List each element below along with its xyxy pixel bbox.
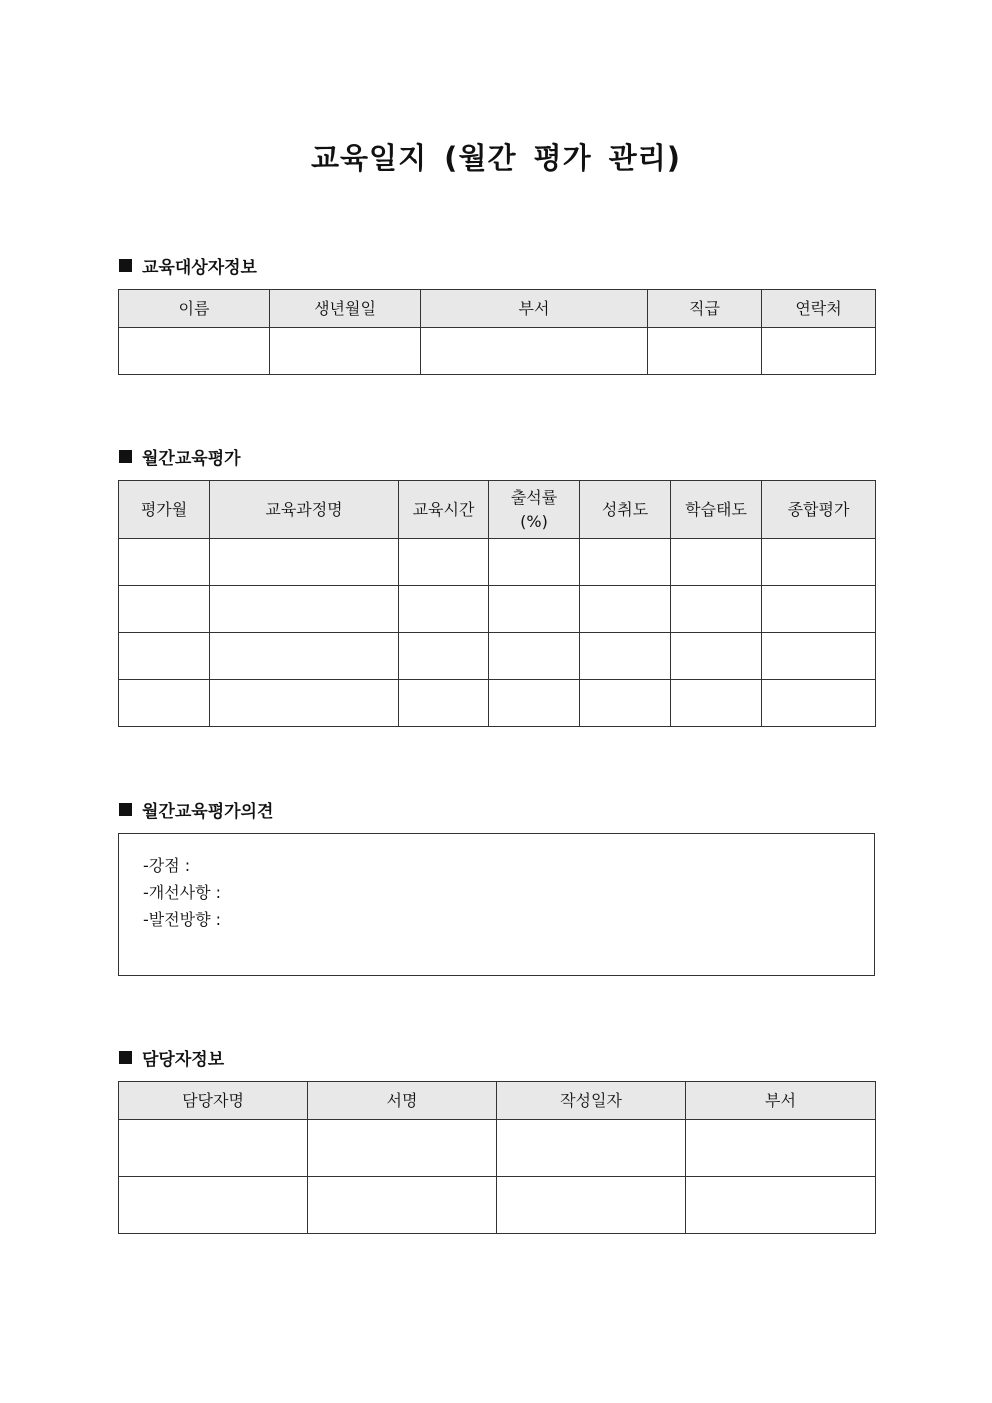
date-cell[interactable] [497,1120,686,1177]
table-cell[interactable] [210,680,399,727]
column-header: 부서 [686,1082,876,1120]
monthly-evaluation-table [118,480,876,727]
manager-name-cell[interactable] [119,1120,308,1177]
table-row [119,586,876,633]
square-bullet-icon [119,259,132,272]
signature-cell[interactable] [308,1177,497,1234]
table-cell[interactable] [119,539,210,586]
column-header: 생년월일 [270,290,421,328]
column-header: 서명 [308,1082,497,1120]
section-title: 담당자정보 [142,1049,225,1070]
column-header: 부서 [421,290,648,328]
table-header-row [119,1082,876,1120]
table-cell[interactable] [762,539,876,586]
table-cell[interactable] [762,680,876,727]
department-cell[interactable] [686,1177,876,1234]
column-header: 담당자명 [119,1082,308,1120]
table-cell[interactable] [762,633,876,680]
contact-cell[interactable] [762,328,876,375]
birthdate-cell[interactable] [270,328,421,375]
table-cell[interactable] [671,680,762,727]
column-header: 이름 [119,290,270,328]
table-cell[interactable] [489,633,580,680]
table-row [119,680,876,727]
signature-cell[interactable] [308,1120,497,1177]
column-header: 연락처 [762,290,876,328]
table-cell[interactable] [671,586,762,633]
square-bullet-icon [119,1051,132,1064]
section-title: 교육대상자정보 [142,257,257,278]
section-heading-evaluation [119,444,241,468]
manager-name-cell[interactable] [119,1177,308,1234]
table-row [119,328,876,375]
table-cell[interactable] [399,539,489,586]
column-header: 평가월 [119,481,210,539]
column-header: 작성일자 [497,1082,686,1120]
column-header: 출석률(%) [489,481,580,539]
square-bullet-icon [119,450,132,463]
table-cell[interactable] [119,680,210,727]
section-heading-manager [119,1045,224,1069]
column-header: 성취도 [580,481,671,539]
table-row [119,539,876,586]
name-cell[interactable] [119,328,270,375]
table-cell[interactable] [210,539,399,586]
opinion-textbox[interactable] [118,833,875,976]
column-header: 직급 [648,290,762,328]
table-cell[interactable] [489,680,580,727]
table-cell[interactable] [580,586,671,633]
table-cell[interactable] [580,539,671,586]
section-heading-opinion [119,797,273,821]
table-cell[interactable] [580,633,671,680]
rank-cell[interactable] [648,328,762,375]
table-cell[interactable] [399,586,489,633]
manager-info-table [118,1081,876,1234]
table-cell[interactable] [210,633,399,680]
table-cell[interactable] [489,539,580,586]
square-bullet-icon [119,803,132,816]
section-title: 월간교육평가의견 [142,801,274,822]
table-cell[interactable] [489,586,580,633]
column-header: 종합평가 [762,481,876,539]
section-title: 월간교육평가 [142,448,241,469]
table-header-row [119,290,876,328]
column-header: 교육과정명 [210,481,399,539]
page-title: 교육일지 (월간 평가 관리) [311,141,681,175]
table-header-row [119,481,876,539]
table-row [119,1120,876,1177]
trainee-info-table [118,289,876,375]
table-cell[interactable] [671,539,762,586]
table-cell[interactable] [210,586,399,633]
table-cell[interactable] [119,586,210,633]
table-cell[interactable] [762,586,876,633]
department-cell[interactable] [686,1120,876,1177]
table-cell[interactable] [399,633,489,680]
table-row [119,633,876,680]
section-heading-trainee [119,253,257,277]
improvements-line: -개선사항 : [143,883,222,902]
table-cell[interactable] [399,680,489,727]
table-cell[interactable] [119,633,210,680]
column-header: 학습태도 [671,481,762,539]
strengths-line: -강점 : [143,856,191,875]
table-cell[interactable] [671,633,762,680]
department-cell[interactable] [421,328,648,375]
date-cell[interactable] [497,1177,686,1234]
column-header: 교육시간 [399,481,489,539]
table-row [119,1177,876,1234]
development-direction-line: -발전방향 : [143,910,222,929]
opinion-lines [143,852,221,933]
table-cell[interactable] [580,680,671,727]
